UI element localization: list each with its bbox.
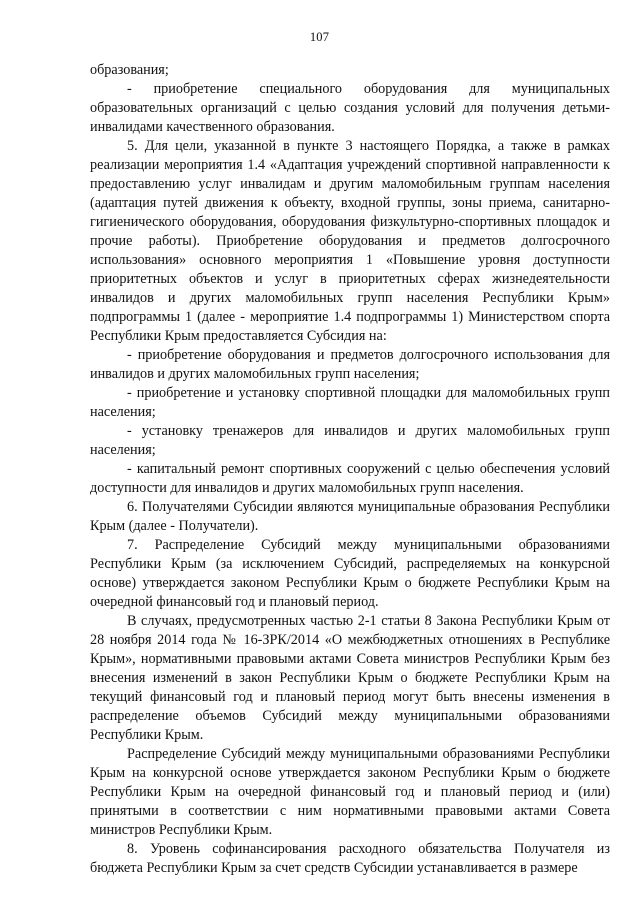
page-number: 107: [309, 30, 330, 44]
paragraph-clause-6: 6. Получателями Субсидии являются муниципальные образования Республики Крым (далее - Получатели).: [90, 499, 610, 534]
paragraph-list-item: - капитальный ремонт спортивных сооружений с целью обеспечения условий доступности для инвалидов и других маломобильных групп населения.: [90, 461, 610, 496]
paragraph-clause-7-distribution: Распределение Субсидий между муниципальными образованиями Республики Крым на конкурсной основе утверждается законом Республики Крым о бюджете Республики Крым на очередной финансовый год и плановый период и (или) принятыми в соответствии с ним нормативными правовыми актами Совета министров Республики Крым.: [90, 746, 610, 838]
paragraph-list-item: - приобретение специального оборудования для муниципальных образовательных организаций с целью создания условий для получения детьми-инвалидами качественного образования.: [90, 81, 610, 135]
paragraph-list-item: - установку тренажеров для инвалидов и других маломобильных групп населения;: [90, 423, 610, 458]
paragraph-clause-5: 5. Для цели, указанной в пункте 3 настоящего Порядка, а также в рамках реализации мероприятия 1.4 «Адаптация учреждений спортивной направленности к предоставлению услуг инвалидам и другим маломобильным группам населения (адаптация путей движения к объекту, входной группы, зоны приема, санитарно-гигиенического оборудования, оборудования физкультурно-спортивных площадок и прочие работы). Приобретение оборудования и предметов долгосрочного использования» основного мероприятия 1 «Повышение уровня доступности приоритетных объектов и услуг в приоритетных сферах жизнедеятельности инвалидов и других маломобильных групп населения Республики Крым» подпрограммы 1 (далее - мероприятие 1.4 подпрограммы 1) Министерством спорта Республики Крым предоставляется Субсидия на:: [90, 138, 610, 344]
paragraph-clause-8: 8. Уровень софинансирования расходного обязательства Получателя из бюджета Республики Крым за счет средств Субсидии устанавливается в размере: [90, 841, 610, 876]
paragraph-continuation: образования;: [90, 62, 169, 78]
body-text: [90, 61, 610, 878]
paragraph-list-item: - приобретение оборудования и предметов долгосрочного использования для инвалидов и других маломобильных групп населения;: [90, 347, 610, 382]
paragraph-list-item: - приобретение и установку спортивной площадки для маломобильных групп населения;: [90, 385, 610, 420]
paragraph-clause-7: 7. Распределение Субсидий между муниципальными образованиями Республики Крым (за исключением Субсидий, распределяемых на конкурсной основе) утверждается законом Республики Крым о бюджете Республики Крым на очередной финансовый год и плановый период.: [90, 537, 610, 610]
paragraph-clause-7-cases: В случаях, предусмотренных частью 2-1 статьи 8 Закона Республики Крым от 28 ноября 2014 года № 16-ЗРК/2014 «О межбюджетных отношениях в Республике Крым», нормативными правовыми актами Совета министров Республики Крым без внесения изменений в закон Республики Крым о бюджете Республики Крым на текущий финансовый год и плановый период могут быть внесены изменения в распределение объемов Субсидий между муниципальными образованиями Республики Крым.: [90, 613, 610, 743]
